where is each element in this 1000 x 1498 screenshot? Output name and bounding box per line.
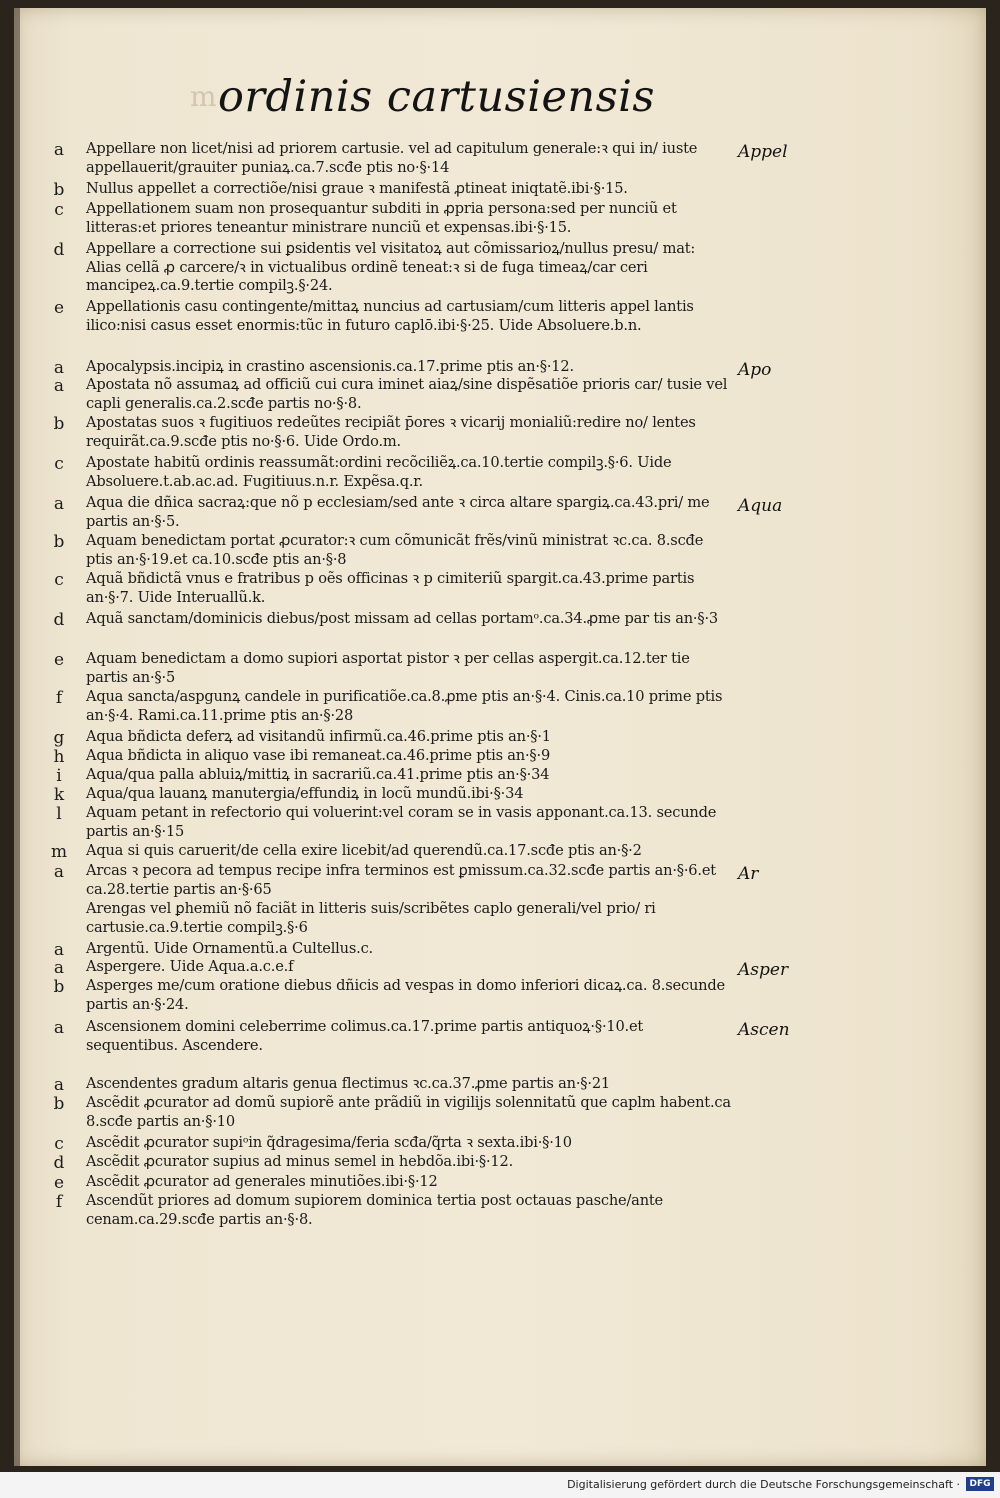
- entry-letter: a: [53, 958, 65, 978]
- margin-keyword: Apo: [738, 360, 772, 380]
- entry-text: Aqua die dñica sacraꝝ:que nõ p ecclesiam/sed ante ꝛ circa altare spargiꝝ.ca.43.pri/ me partis an·§·5.: [86, 494, 710, 530]
- entry-text: Aqua/qua lauanꝝ manutergia/effundiꝝ in locũ mundũ.ibi·§·34: [86, 785, 524, 802]
- header-ghost-letter: m: [190, 80, 217, 113]
- entry-text: Ascẽdit ꝓcurator ad generales minutiões.ibi·§·12: [86, 1173, 438, 1190]
- entry-letter: e: [53, 1173, 65, 1193]
- entry-text: Aquam benedictam portat ꝓcurator:ꝛ cum cõmunicãt frẽs/vinũ ministrat ꝛc.ca. 8.scđe ptis an·§·19.et ca.10.scđe ptis an·§·8: [86, 532, 704, 568]
- entry-text: Aquam benedictam a domo supiori asportat pistor ꝛ per cellas aspergit.ca.12.ter tie partis an·§·5: [86, 650, 690, 686]
- entry-letter: f: [55, 688, 63, 708]
- funding-credit: Digitalisierung gefördert durch die Deutsche Forschungsgemeinschaft ·: [567, 1478, 960, 1491]
- entry-letter: a: [53, 494, 65, 514]
- entry-text: Apostatas suos ꝛ fugitiuos redeũtes recipiãt p̄ores ꝛ vicarij monialiũ:redire no/ lentes requirãt.ca.9.scđe ptis no·§·6. Uide Ordo.m.: [86, 414, 696, 450]
- entry-text: Aspergere. Uide Aqua.a.c.e.f: [86, 958, 294, 975]
- entry-letter: k: [53, 785, 65, 805]
- entry-text: Argentũ. Uide Ornamentũ.a Cultellus.c.: [86, 940, 373, 957]
- entry-text: Aquam petant in refectorio qui voluerint:vel coram se in vasis apponant.ca.13. secunde partis an·§·15: [86, 804, 717, 840]
- entry-letter: i: [56, 766, 62, 786]
- entry-text: Aqua si quis caruerit/de cella exire licebit/ad querendũ.ca.17.scđe ptis an·§·2: [86, 842, 642, 859]
- entry-letter: b: [53, 180, 65, 200]
- entry-text: Aquã bñdictã vnus e fratribus p oẽs officinas ꝛ p cimiteriũ spargit.ca.43.prime partis an·§·7. Uide Interuallũ.k.: [86, 570, 695, 606]
- entry-letter: a: [53, 140, 65, 160]
- margin-keyword: Aqua: [738, 496, 783, 516]
- entry-text: Apostate habitũ ordinis reassumãt:ordini recõciliẽꝝ.ca.10.tertie compilꝫ.§·6. Uide Absoluere.t.ab.ac.ad. Fugitiuus.n.r. Expẽsa.q.r.: [86, 454, 672, 490]
- entry-letter: d: [53, 240, 65, 260]
- entry-letter: c: [54, 570, 64, 590]
- entry-text: Apocalypsis.incipiꝝ in crastino ascensionis.ca.17.prime ptis an·§·12.: [86, 358, 574, 375]
- entry-text: Appellationem suam non prosequantur subditi in ꝓpria persona:sed per nunciũ et litteras:et priores teneantur ministrare nunciũ et expensas.ibi·§·15.: [86, 200, 677, 236]
- entry-letter: b: [53, 532, 65, 552]
- entry-letter: d: [53, 610, 65, 630]
- entry-letter: a: [53, 1018, 65, 1038]
- margin-keyword: Ascen: [738, 1020, 790, 1040]
- margin-keyword: Asper: [738, 960, 789, 980]
- entry-letter: a: [53, 1075, 65, 1095]
- entry-text: Asperges me/cum oratione diebus dñicis ad vespas in domo inferiori dicaꝝ.ca. 8.secunde partis an·§·24.: [86, 977, 725, 1013]
- entry-text: Appellationis casu contingente/mittaꝝ nuncius ad cartusiam/cum litteris appel lantis ilico:nisi casus esset enormis:tũc in futuro caplō.ibi·§·25. Uide Absoluere.b.n.: [86, 298, 694, 334]
- page-title: ordinis cartusiensis: [218, 72, 655, 122]
- entry-text: Ascẽdit ꝓcurator supius ad minus semel in hebdõa.ibi·§·12.: [86, 1153, 514, 1170]
- entry-letter: a: [53, 358, 65, 378]
- entry-letter: m: [50, 842, 68, 862]
- entry-letter: a: [53, 940, 65, 960]
- entry-text: Ascendũt priores ad domum supiorem dominica tertia post octauas pasche/ante cenam.ca.29.scđe partis an·§·8.: [86, 1192, 663, 1228]
- entry-text: Arengas vel ꝑhemiũ nõ faciãt in litteris suis/scribẽtes caplo generali/vel prio/ ri cartusie.ca.9.tertie compilꝫ.§·6: [86, 900, 656, 936]
- entry-text: Ascensionem domini celeberrime colimus.ca.17.prime partis antiquoꝝ·§·10.et sequentibus. Ascendere.: [86, 1018, 644, 1054]
- margin-keyword: Ar: [738, 864, 759, 884]
- entry-text: Aqua/qua palla abluiꝝ/mittiꝝ in sacrariũ.ca.41.prime ptis an·§·34: [86, 766, 550, 783]
- entry-letter: f: [55, 1192, 63, 1212]
- entry-letter: g: [53, 728, 65, 748]
- entry-text: Ascẽdit ꝓcurator supiᵒin q̃dragesima/feria scđa/q̃rta ꝛ sexta.ibi·§·10: [86, 1134, 572, 1151]
- entry-text: Appellare non licet/nisi ad priorem cartusie. vel ad capitulum generale:ꝛ qui in/ iuste appellauerit/grauiter puniaꝝ.ca.7.scđe ptis no·§·14: [86, 140, 698, 176]
- entry-text: Aqua bñdicta deferꝝ ad visitandũ infirmũ.ca.46.prime ptis an·§·1: [86, 728, 551, 745]
- entry-text: Aquã sanctam/dominicis diebus/post missam ad cellas portamᵒ.ca.34.ꝓme par tis an·§·3: [86, 610, 718, 627]
- dfg-logo: DFG: [966, 1477, 994, 1491]
- entry-text: Ascẽdit ꝓcurator ad domũ supiorẽ ante prãdiũ in vigilijs solennitatũ que caplm habent.ca 8.scđe partis an·§·10: [86, 1094, 731, 1130]
- entry-letter: a: [53, 376, 65, 396]
- entry-text: Appellare a correctione sui ꝑsidentis vel visitatoꝝ aut cõmissarioꝝ/nullus presu/ mat: Alias cellã ꝓ carcere/ꝛ in victualibus ordinẽ teneat:ꝛ si de fuga timeaꝝ/car ceri mancipeꝝ.ca.9.tertie compilꝫ.§·24.: [86, 240, 696, 294]
- entry-text: Arcas ꝛ pecora ad tempus recipe infra terminos est ꝑmissum.ca.32.scđe partis an·§·6.et ca.28.tertie partis an·§·65: [86, 862, 716, 898]
- entry-text: Apostata nõ assumaꝝ ad officiũ cui cura iminet aiaꝝ/sine dispẽsatiõe prioris car/ tusie vel capli generalis.ca.2.scđe partis no·§·8.: [86, 376, 728, 412]
- entry-letter: b: [53, 1094, 65, 1114]
- entry-text: Nullus appellet a correctiõe/nisi graue ꝛ manifestã ꝓtineat iniqtatẽ.ibi·§·15.: [86, 180, 628, 197]
- entry-letter: b: [53, 414, 65, 434]
- entry-letter: l: [56, 804, 62, 824]
- entry-letter: d: [53, 1153, 65, 1173]
- entry-text: Ascendentes gradum altaris genua flectimus ꝛc.ca.37.ꝓme partis an·§·21: [86, 1075, 610, 1092]
- entry-letter: e: [53, 298, 65, 318]
- entry-letter: c: [54, 1134, 64, 1154]
- margin-keyword: Appel: [738, 142, 788, 162]
- entry-letter: b: [53, 977, 65, 997]
- entry-text: Aqua bñdicta in aliquo vase ibi remaneat.ca.46.prime ptis an·§·9: [86, 747, 551, 764]
- entry-letter: a: [53, 862, 65, 882]
- entry-letter: h: [53, 747, 65, 767]
- entry-letter: e: [53, 650, 65, 670]
- entry-letter: c: [54, 200, 64, 220]
- entry-text: Aqua sancta/aspgunꝝ candele in purificatiõe.ca.8.ꝓme ptis an·§·4. Cinis.ca.10 prime ptis an·§·4. Rami.ca.11.prime ptis an·§·28: [86, 688, 723, 724]
- entry-letter: c: [54, 454, 64, 474]
